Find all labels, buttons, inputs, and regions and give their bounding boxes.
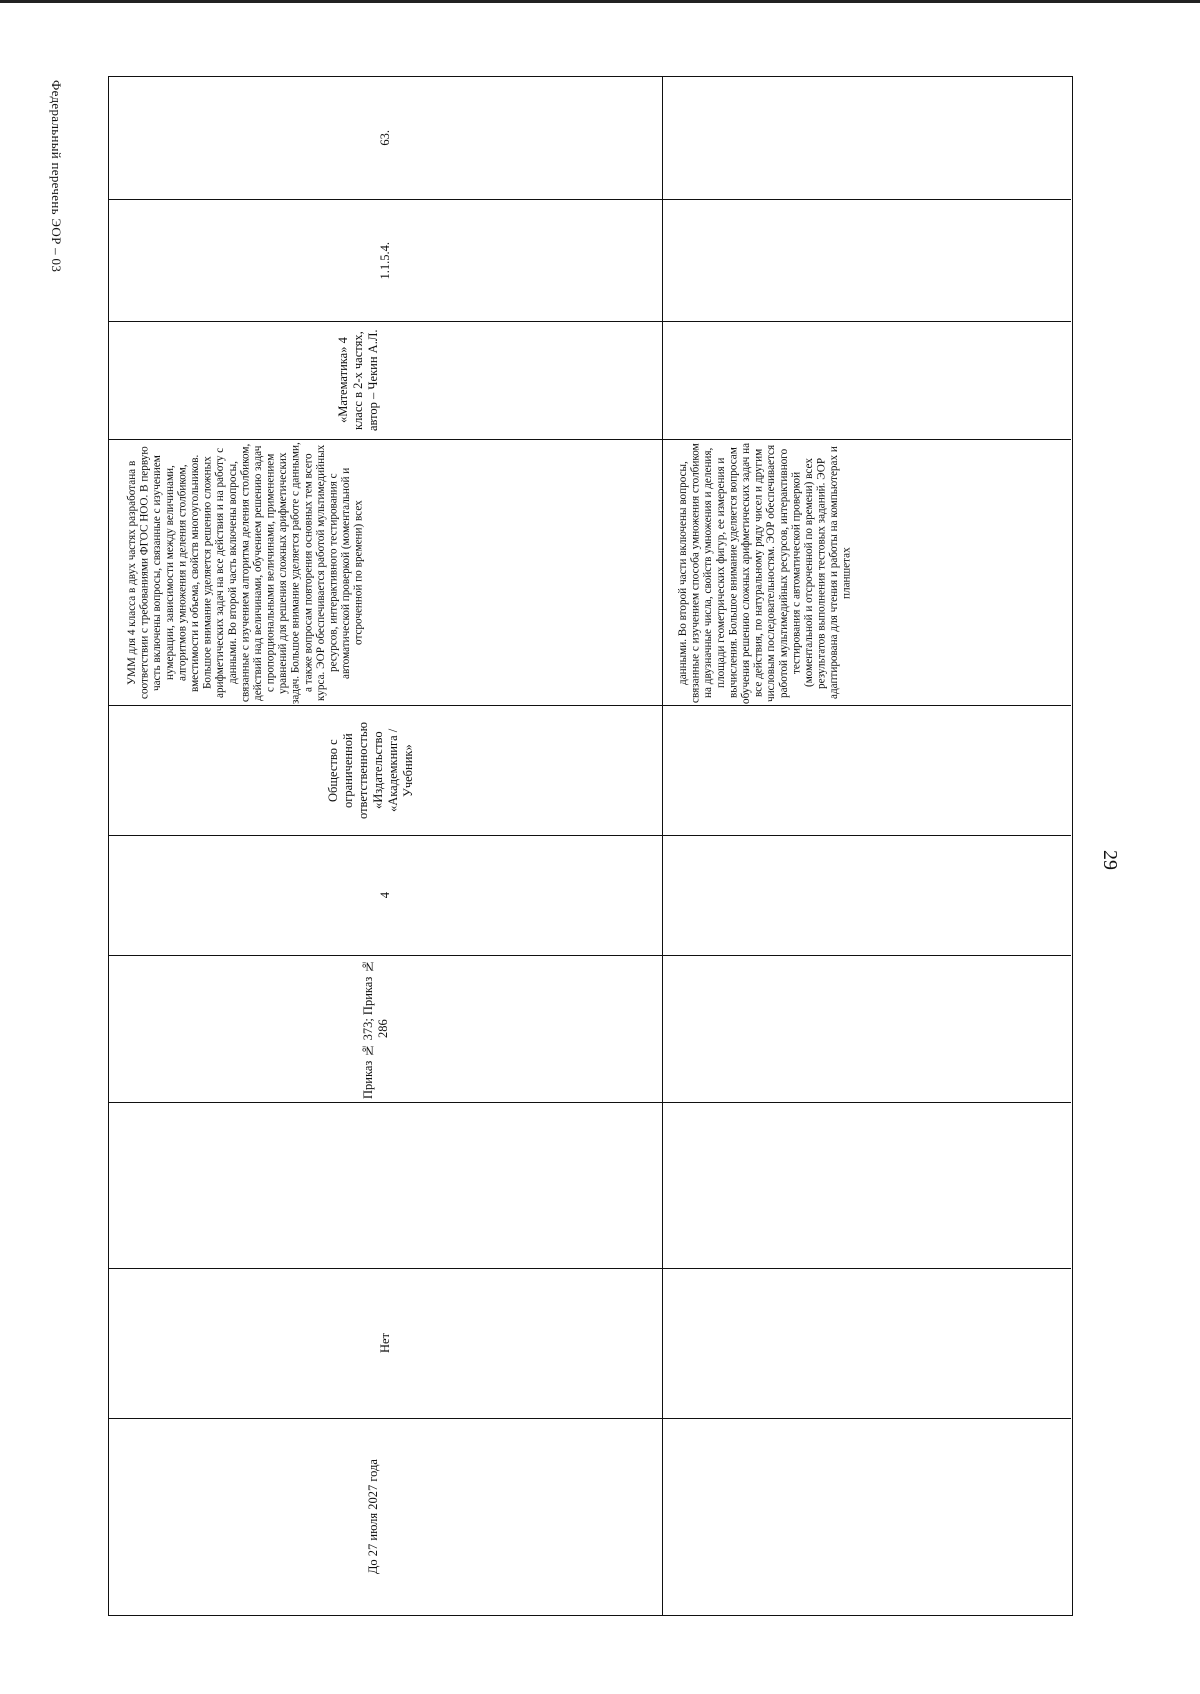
cell-title bbox=[109, 322, 662, 440]
cell-deadline-cont bbox=[663, 1419, 1071, 1615]
entry-grade: 4 bbox=[378, 892, 392, 899]
cell-publisher-cont bbox=[663, 706, 1071, 836]
cell-description bbox=[109, 440, 662, 706]
cell-status bbox=[109, 1269, 662, 1419]
cell-orders bbox=[109, 956, 662, 1103]
cell-status-cont bbox=[663, 1269, 1071, 1419]
running-header: Федеральный перечень ЭОР – 03 bbox=[49, 80, 64, 273]
entry-code: 1.1.5.4. bbox=[378, 241, 392, 280]
table-row-63 bbox=[109, 77, 663, 1615]
entry-orders: Приказ № 373; Приказ № 286 bbox=[360, 959, 390, 1099]
cell-code-cont bbox=[663, 200, 1071, 322]
entry-description: УММ для 4 класса в двух частях разработана в соответствии с требованиями ФГОС НОО. В первую часть включены вопросы, связанные с изучением нумерации, зависимости между величинами, алгоритмов умножения и деления столбиком, вместимости и объема, свойств многоугольников. Большое внимание уделяется решению сложных арифметических задач на все действия и на работу с данными. Во второй часть включены вопросы, связанные с изучением алгоритма деления столбиком, действий над величинами, обучением решению задач с пропорциональными величинами, применением уравнений для решения сложных арифметических задач. Большое внимание уделяется работе с данными, а также вопросам повторения основных тем всего курса. ЭОР обеспечивается работой мультимедийных ресурсов, интерактивного тестирования с автоматической проверкой (моментальной и отсроченной по времени) всех bbox=[125, 441, 365, 704]
cell-code bbox=[109, 200, 662, 322]
entry-status: Нет bbox=[378, 1333, 392, 1354]
resource-table bbox=[108, 76, 1073, 1616]
entry-publisher: Общество с ограниченной ответственностью «Издательство «Академкнига / Учебник» bbox=[325, 722, 415, 819]
cell-grade bbox=[109, 836, 662, 956]
entry-deadline: До 27 июля 2027 года bbox=[365, 1459, 380, 1575]
continuation-description: данными. Во второй части включены вопросы, связанные с изучением способа умножения столбиком на двузначные числа, свойств умножения и деления, площади геометрических фигур, ее измерения и вычисления. Большое внимание уделяется вопросам обучения решению сложных арифметических задач на все действия, по натуральному ряду чисел и другим числовым последовательностям. ЭОР обеспечивается работой мультимедийных ресурсов, интерактивного тестирования с автоматической проверкой (моментальной и отсроченной по времени) всех результатов выполнения тестовых заданий. ЭОР адаптирована для чтения и работы на компьютерах и планшетах bbox=[677, 441, 853, 704]
cell-number bbox=[109, 77, 662, 200]
cell-deadline bbox=[109, 1419, 662, 1615]
page-number: 29 bbox=[1099, 850, 1121, 870]
cell-description-cont bbox=[663, 440, 1071, 706]
entry-title: «Математика» 4 класс в 2-х частях, автор – Чекин А.Л. bbox=[335, 329, 380, 432]
cell-publisher bbox=[109, 706, 662, 836]
scan-edge bbox=[0, 0, 1200, 3]
cell-orders-cont bbox=[663, 956, 1071, 1103]
cell-grade-cont bbox=[663, 836, 1071, 956]
table-row-continuation bbox=[663, 77, 1071, 1615]
cell-number-cont bbox=[663, 77, 1071, 200]
cell-empty bbox=[109, 1103, 662, 1269]
entry-number: 63. bbox=[378, 130, 392, 146]
cell-title-cont bbox=[663, 322, 1071, 440]
cell-empty-cont bbox=[663, 1103, 1071, 1269]
